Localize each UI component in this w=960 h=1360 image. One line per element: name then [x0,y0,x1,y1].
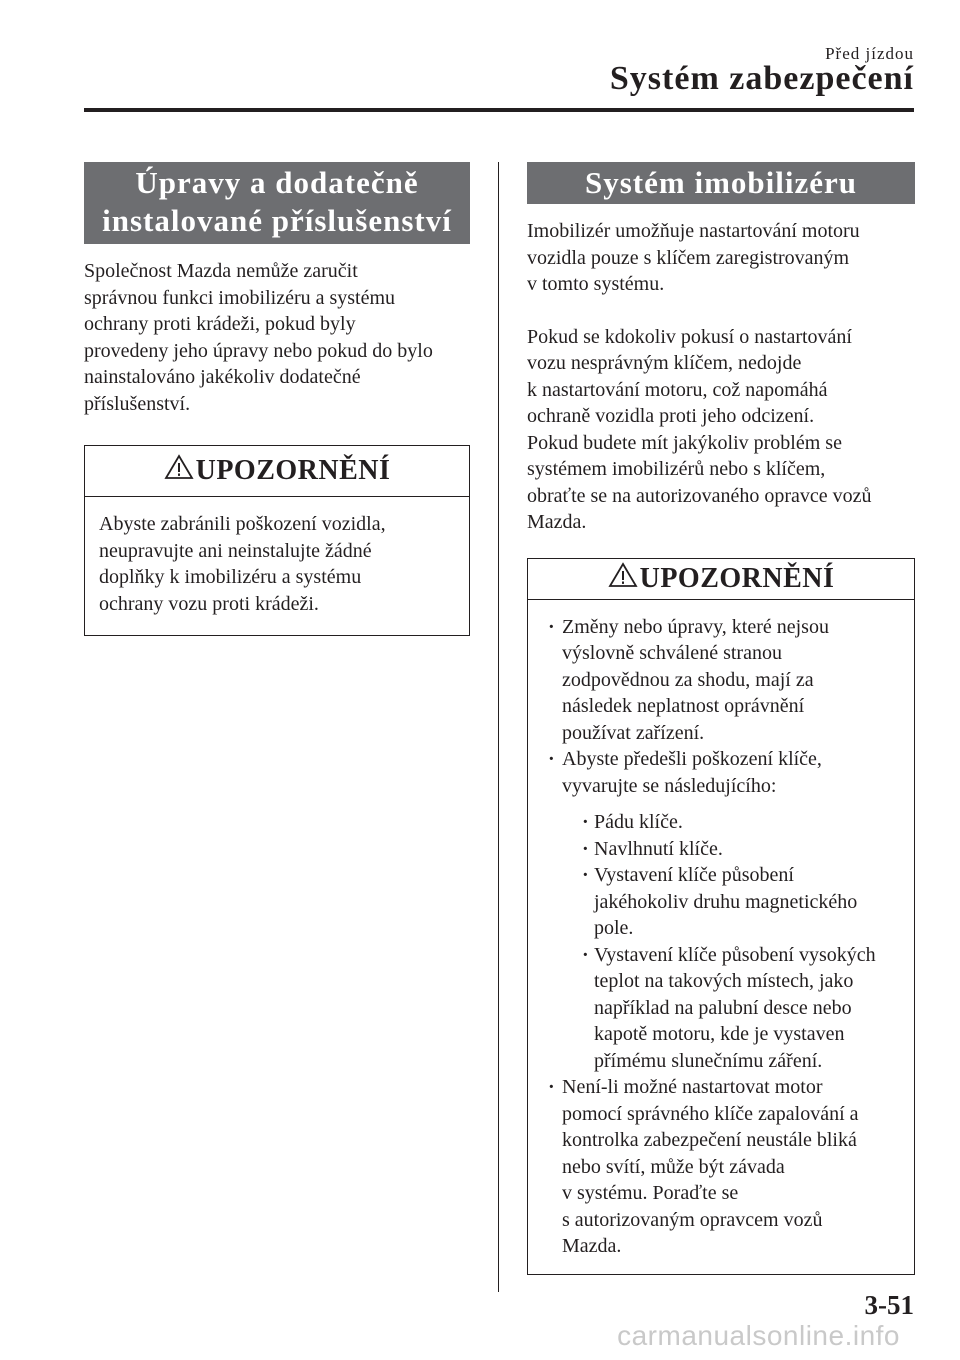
text-line: k nastartování motoru, což napomáhá [527,378,828,401]
text-line: ochrany vozu proti krádeži. [99,592,319,615]
text-line: Mazda. [527,511,587,533]
list-item: · Není-li možné nastartovat motor pomocí správného klíče zapalování a kontrolka zabezpečení neustále bliká nebo svítí, může být závada v systému. Poraďte se s autorizovaným opravcem vozů Mazda. [542,1074,900,1260]
text-line: vozu nesprávným klíčem, nedojde [527,352,802,374]
column-divider [498,162,499,1292]
sub-list [562,809,900,1074]
warning-body [85,497,469,635]
warning-box [84,445,470,636]
text-line: Pokud budete mít jakýkoliv problém se [527,431,842,454]
text-line: Pokud se kdokoliv pokusí o nastartování [527,325,852,348]
warning-heading [85,446,469,497]
warning-body [528,600,914,1274]
modifications-paragraph [84,258,470,417]
text-line: provedeny jeho úpravy nebo pokud do bylo [84,339,433,362]
banner-line-2: instalované příslušenství [102,203,452,238]
text-line: nainstalováno jakékoliv dodatečné [84,366,361,388]
sub-list-item: · Vystavení klíče působení jakéhokoliv druhu magnetického pole. [578,862,900,942]
immobilizer-intro-paragraph [527,218,915,298]
chapter-subtitle: Před jízdou [825,44,914,63]
warning-list [542,614,900,1260]
text-line: systémem imobilizérů nebo s klíčem, [527,458,826,480]
text-line: ochraně vozidla proti jeho odcizení. [527,405,815,427]
text-line: Společnost Mazda nemůže zaručit [84,260,358,282]
text-line: obraťte se na autorizovaného opravce vozů [527,484,872,507]
warning-heading-text: UPOZORNĚNÍ [195,455,391,486]
section-banner-modifications [84,162,470,244]
text-line: neupravujte ani neinstalujte žádné [99,539,372,562]
site-watermark: carmanualsonline.info [617,1320,900,1351]
warning-box [527,558,915,1275]
warning-triangle-icon [608,562,638,596]
list-item: · Abyste předešli poškození klíče, vyvarujte se následujícího: · Pádu klíče. · Navlhnutí klíče. · Vystavení klíče působení jakéhokoliv druhu magnetického pole. · Vystavení klíče působení vysokých teplot na takových místech, jako například na palubní desce nebo kapotě motoru, kde je vystaven přímému slunečnímu záření. [542,746,900,1074]
text-line: Imobilizér umožňuje nastartování motoru [527,220,860,242]
sub-list-item: · Navlhnutí klíče. [578,836,900,863]
banner-line-1: Úpravy a dodatečně [135,165,419,200]
left-column [84,162,470,636]
text-line: ochrany proti krádeži, pokud byly [84,313,356,335]
text-line: správnou funkci imobilizéru a systému [84,286,396,309]
right-column [527,162,915,1275]
sub-list-item: · Vystavení klíče působení vysokých teplot na takových místech, jako například na palubní desce nebo kapotě motoru, kde je vystaven přímému slunečnímu záření. [578,942,900,1075]
text-line: vozidla pouze s klíčem zaregistrovaným [527,246,850,269]
sub-list-item: · Pádu klíče. [578,809,900,836]
list-item: · Změny nebo úpravy, které nejsou výslovně schválené stranou zodpovědnou za shodu, mají za následek neplatnost oprávnění používat zařízení. [542,614,900,747]
immobilizer-protection-paragraph [527,324,915,536]
chapter-title: Systém zabezpečení [609,60,914,97]
warning-triangle-icon [164,454,194,488]
warning-text [99,511,455,617]
text-line: doplňky k imobilizéru a systému [99,566,362,588]
section-banner-immobilizer: Systém imobilizéru [527,162,915,204]
text-line: příslušenství. [84,392,191,415]
warning-heading-text: UPOZORNĚNÍ [639,562,835,594]
text-line: Abyste zabránili poškození vozidla, [99,513,386,535]
warning-heading [528,559,914,600]
page-number: 3-51 [864,1290,914,1320]
text-line: v tomto systému. [527,273,665,295]
header-divider [84,108,914,112]
